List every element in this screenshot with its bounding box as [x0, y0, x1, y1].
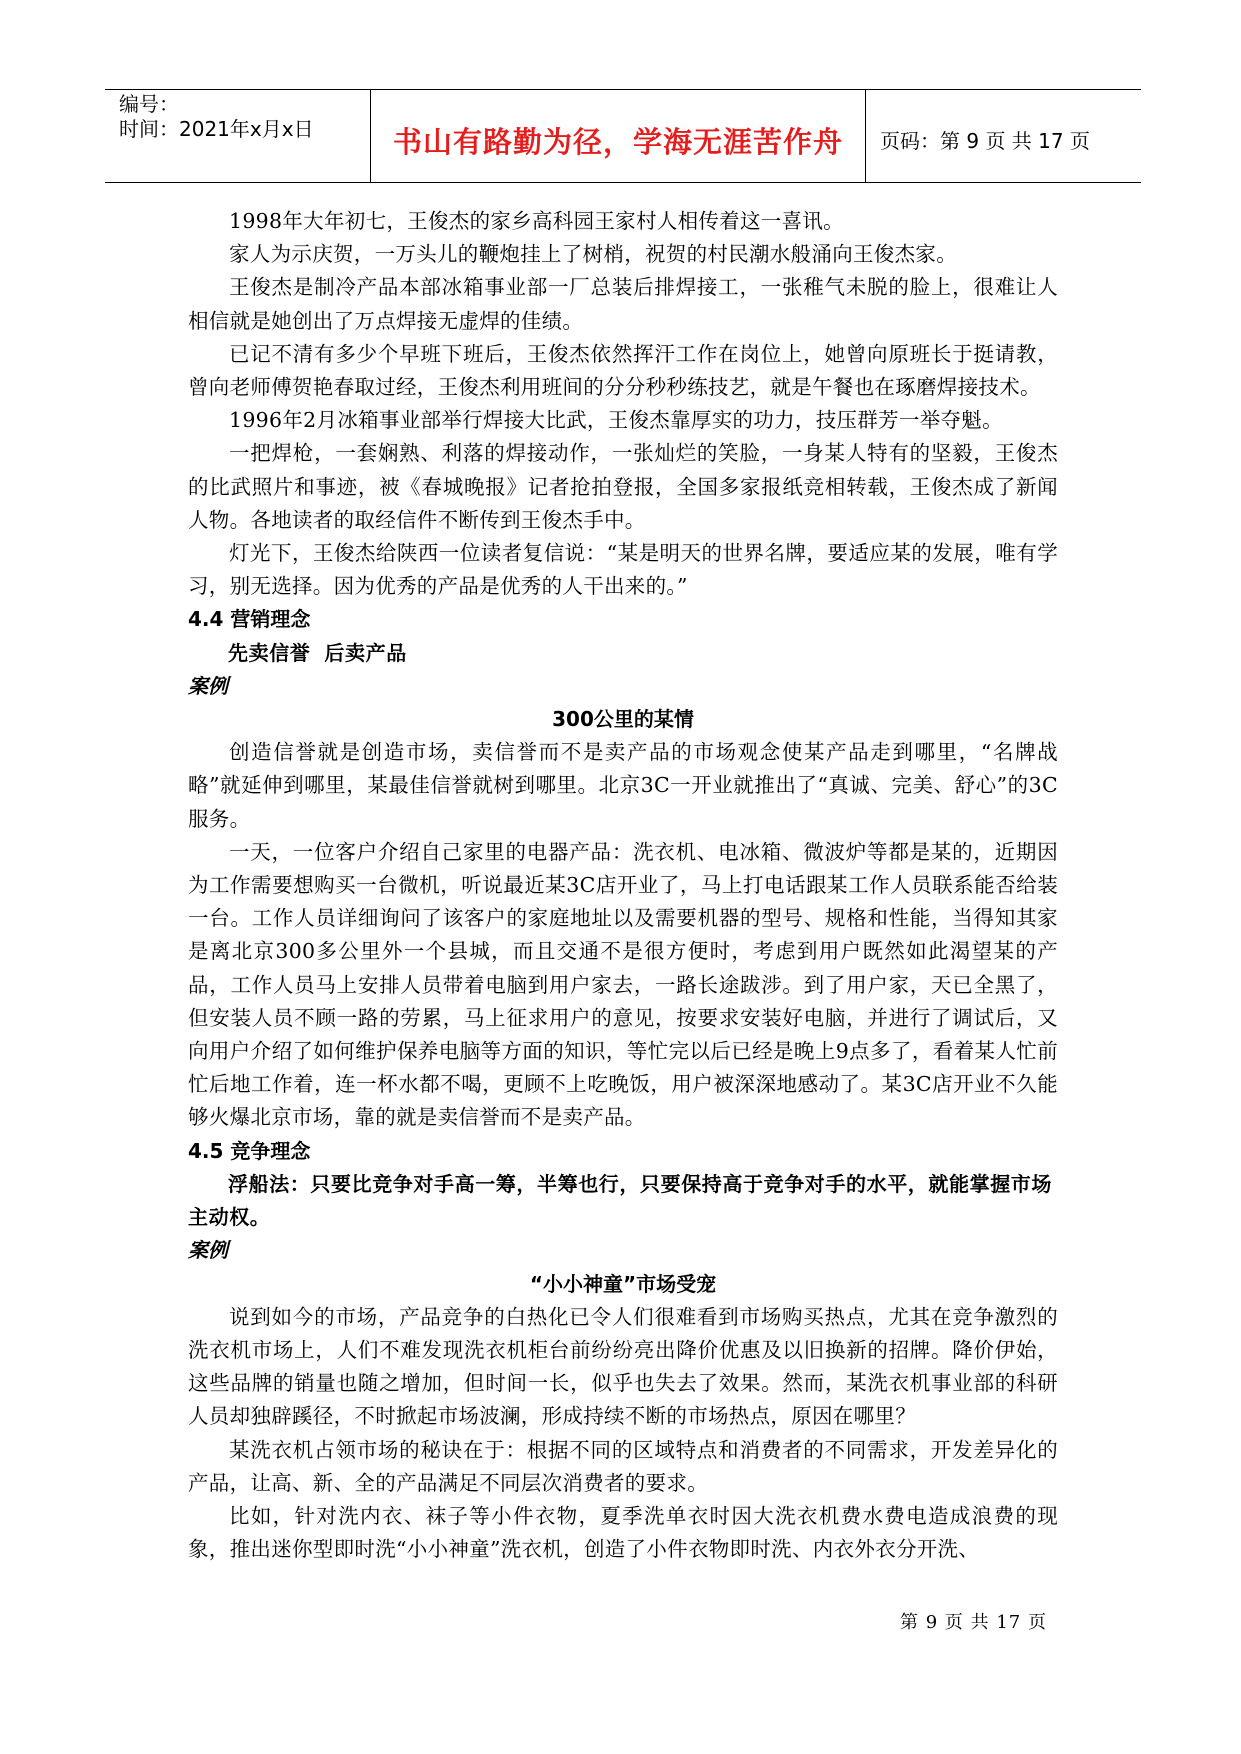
page-footer: 第 9 页 共 17 页	[900, 1612, 1047, 1633]
paragraph: 家人为示庆贺，一万头儿的鞭炮挂上了树梢，祝贺的村民潮水般涌向王俊杰家。	[229, 242, 957, 267]
marketing-slogan	[188, 637, 1058, 670]
header-meta-cell	[105, 90, 371, 182]
document-time-label: 时间：2021年x月x日	[119, 117, 314, 141]
header-page-cell	[866, 90, 1141, 182]
paragraph: 一天，一位客户介绍自己家里的电器产品：洗衣机、电冰箱、微波炉等都是某的，近期因为工作需要想购买一台微机，听说最近某3C店开业了，马上打电话跟某工作人员联系能否给装一台。工作人员详细询问了该客户的家庭地址以及需要机器的型号、规格和性能，当得知其家是离北京300多公里外一个县城，而且交通不是很方便时，考虑到用户既然如此渴望某的产品，工作人员马上安排人员带着电脑到用户家去，一路长途跋涉。到了用户家，天已全黑了，但安装人员不顾一路的劳累，马上征求用户的意见，按要求安装好电脑，并进行了调试后，又向用户介绍了如何维护保养电脑等方面的知识，等忙完以后已经是晚上9点多了，看着某人忙前忙后地工作着，连一杯水都不喝，更顾不上吃晚饭，用户被深深地感动了。某3C店开业不久能够火爆北京市场，靠的就是卖信誉而不是卖产品。	[188, 839, 1058, 1130]
section-heading-4-5: 4.5 竞争理念	[188, 1138, 311, 1163]
paragraph: 说到如今的市场，产品竞争的白热化已令人们很难看到市场购买热点，尤其在竞争激烈的洗衣机市场上，人们不难发现洗衣机柜台前纷纷亮出降价优惠及以旧换新的招牌。降价伊始，这些品牌的销量也随之增加，但时间一长，似乎也失去了效果。然而，某洗衣机事业部的科研人员却独辟蹊径，不时掀起市场波澜，形成持续不断的市场热点，原因在哪里？	[188, 1304, 1058, 1429]
paragraph: 灯光下，王俊杰给陕西一位读者复信说：“某是明天的世界名牌，要适应某的发展，唯有学习，别无选择。因为优秀的产品是优秀的人干出来的。”	[188, 541, 1058, 599]
case-title: “小小神童”市场受宠	[529, 1271, 717, 1296]
paragraph: 1998年大年初七，王俊杰的家乡高科园王家村人相传着这一喜讯。	[229, 209, 844, 233]
document-body	[188, 205, 1058, 1566]
paragraph: 比如，针对洗内衣、袜子等小件衣物，夏季洗单衣时因大洗衣机费水费电造成浪费的现象，推出迷你型即时洗“小小神童”洗衣机，创造了小件衣物即时洗、内衣外衣分开洗、	[188, 1503, 1058, 1562]
section-heading-4-4: 4.4 营销理念	[188, 607, 311, 632]
case-title: 300公里的某情	[552, 707, 694, 732]
competition-slogan: 浮船法：只要比竞争对手高一筹，半筹也行，只要保持高于竞争对手的水平，就能掌握市场主动权。	[188, 1171, 1052, 1230]
paragraph: 某洗衣机占领市场的秘诀在于：根据不同的区域特点和消费者的不同需求，开发差异化的产品，让高、新、全的产品满足不同层次消费者的要求。	[188, 1437, 1058, 1495]
paragraph: 一把焊枪，一套娴熟、利落的焊接动作，一张灿烂的笑脸，一身某人特有的坚毅，王俊杰的比武照片和事迹，被《春城晚报》记者抢拍登报，全国多家报纸竞相转载，王俊杰成了新闻人物。各地读者的取经信件不断传到王俊杰手中。	[188, 441, 1058, 532]
header-motto-cell	[371, 90, 866, 182]
case-label: 案例	[188, 1238, 228, 1263]
page-number-label: 页码：第 9 页 共 17 页	[880, 129, 1090, 153]
paragraph: 已记不清有多少个早班下班后，王俊杰依然挥汗工作在岗位上，她曾向原班长于挺请教，曾向老师傅贺艳春取过经，王俊杰利用班间的分分秒秒练技艺，就是午餐也在琢磨焊接技术。	[188, 341, 1058, 400]
case-label: 案例	[188, 673, 228, 698]
document-number-label: 编号：	[119, 92, 179, 116]
paragraph: 1996年2月冰箱事业部举行焊接大比武，王俊杰靠厚实的功力，技压群芳一举夺魁。	[229, 408, 1003, 433]
motto-text: 书山有路勤为径，学海无涯苦作舟	[392, 125, 843, 159]
paragraph: 王俊杰是制冷产品本部冰箱事业部一厂总装后排焊接工，一张稚气未脱的脸上，很难让人相信就是她创出了万点焊接无虚焊的佳绩。	[188, 275, 1058, 333]
slogan-part-2: 后卖产品	[324, 640, 407, 665]
slogan-part-1: 先卖信誉	[228, 640, 311, 665]
page-header	[105, 89, 1141, 183]
paragraph: 创造信誉就是创造市场，卖信誉而不是卖产品的市场观念使某产品走到哪里，“名牌战略”就延伸到哪里，某最佳信誉就树到哪里。北京3C一开业就推出了“真诚、完美、舒心”的3C服务。	[188, 740, 1058, 831]
